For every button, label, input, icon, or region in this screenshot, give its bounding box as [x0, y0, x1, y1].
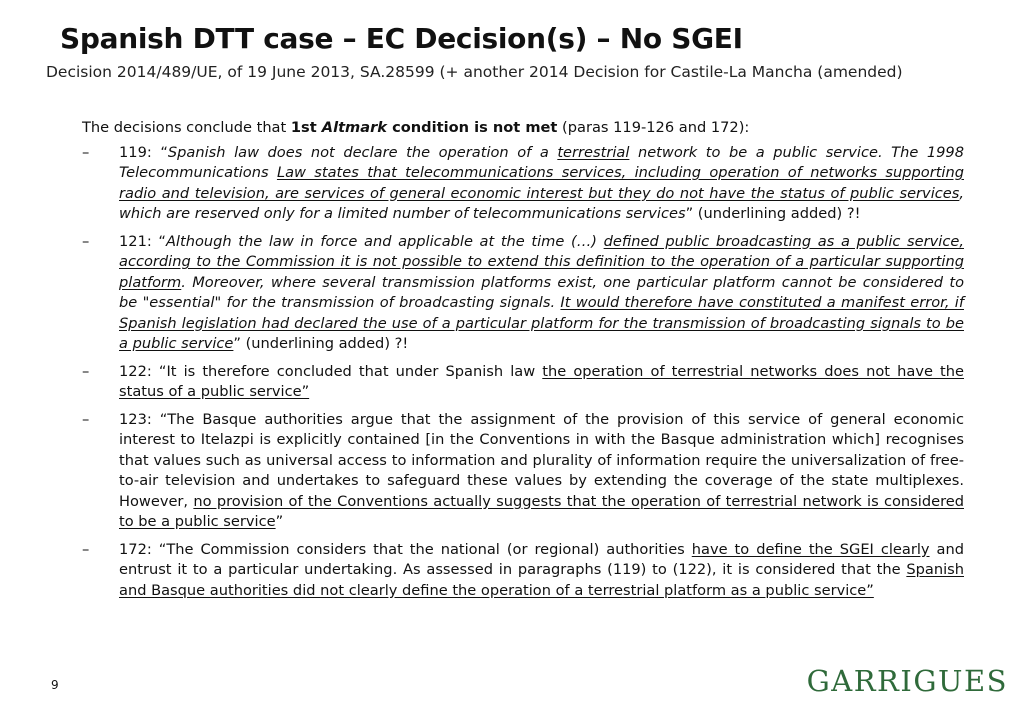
intro-bold [291, 119, 558, 136]
text-segment: Although the law in force and applicable at the time (…) [165, 232, 604, 250]
underlined-segment: the operation of terrestrial networks does not have the status of a public service” [119, 362, 964, 400]
text-segment: . Moreover, where several transmission platforms exist, one particular platform cannot be considered to be "essential" for the transmission of broadcasting signals. [119, 273, 964, 311]
underlined-segment: Law states that telecommunications services, including operation of networks supporting radio and television, are services of general economic interest but they do not have the status of public services [119, 164, 964, 202]
underlined-segment: no provision of the Conventions actually suggests that the operation of terrestrial network is considered to be a public service [119, 492, 964, 530]
intro-bold-part: condition is not met [387, 119, 558, 136]
text-segment: network to be a public service. The 1998 Telecommunications [119, 143, 964, 181]
underlined-segment: terrestrial [557, 143, 630, 161]
list-item-para-119 [82, 143, 964, 225]
list-item-para-123 [82, 410, 964, 533]
page-number: 9 [51, 678, 59, 692]
underlined-segment: Spanish and Basque authorities did not clearly define the operation of a terrestrial platform as a public service” [119, 561, 964, 599]
text-segment: ” (underlining added) ?! [685, 205, 861, 222]
intro-altmark: Altmark [321, 119, 388, 136]
slide-content [82, 118, 964, 608]
intro-text-part: The decisions conclude that [82, 119, 291, 136]
intro-bold-part: 1st [290, 119, 322, 136]
text-segment: 172: “The Commission considers that the national (or regional) authorities [119, 540, 692, 558]
bullet-dash: – [82, 410, 90, 428]
garrigues-logo: GARRIGUES [806, 664, 1008, 698]
bullet-dash: – [82, 143, 90, 161]
text-segment: 121: “ [119, 232, 166, 250]
text-segment: 123: “The Basque authorities argue that the assignment of the provision of this service of general economic interest to Itelazpi is explicitly contained [in the Conventions in with the Basque administration which] recognises that values such as universal access to information and plurality of information require the universalization of free-to-air television and undertakes to safeguard these values by extending the coverage of the state multiplexes. However, [119, 410, 964, 510]
text-segment: 119: “ [119, 143, 168, 161]
bullet-dash: – [82, 232, 90, 250]
bullet-dash: – [82, 540, 90, 558]
list-item-para-172 [82, 540, 964, 602]
text-segment: ” [275, 513, 284, 530]
underlined-segment: It would therefore have constituted a manifest error, if Spanish legislation had declared the use of a particular platform for the transmission of broadcasting signals to be a public service [119, 294, 964, 352]
list-item-para-121 [82, 232, 964, 355]
slide-subtitle: Decision 2014/489/UE, of 19 June 2013, SA.28599 (+ another 2014 Decision for Castile-La Mancha (amended) [46, 63, 903, 81]
list-item-para-122 [82, 362, 964, 403]
underlined-segment: have to define the SGEI clearly [691, 540, 930, 558]
intro-text-part: (paras 119-126 and 172): [557, 119, 750, 136]
text-segment: Spanish law does not declare the operation of a [167, 143, 558, 161]
underlined-segment: defined public broadcasting as a public service, according to the Commission it is not possible to extend this definition to the operation of a particular supporting platform [119, 232, 964, 291]
bullet-dash: – [82, 362, 90, 380]
text-segment: 122: “It is therefore concluded that under Spanish law [119, 362, 543, 380]
text-segment: ” (underlining added) ?! [233, 335, 409, 352]
slide-title: Spanish DTT case – EC Decision(s) – No SGEI [60, 22, 743, 55]
text-segment: and entrust it to a particular undertaking. As assessed in paragraphs (119) to (122), it is considered that the [119, 540, 964, 578]
text-segment: , which are reserved only for a limited number of telecommunications services [119, 184, 964, 222]
intro-text [82, 118, 964, 139]
paragraph-list [82, 143, 964, 602]
